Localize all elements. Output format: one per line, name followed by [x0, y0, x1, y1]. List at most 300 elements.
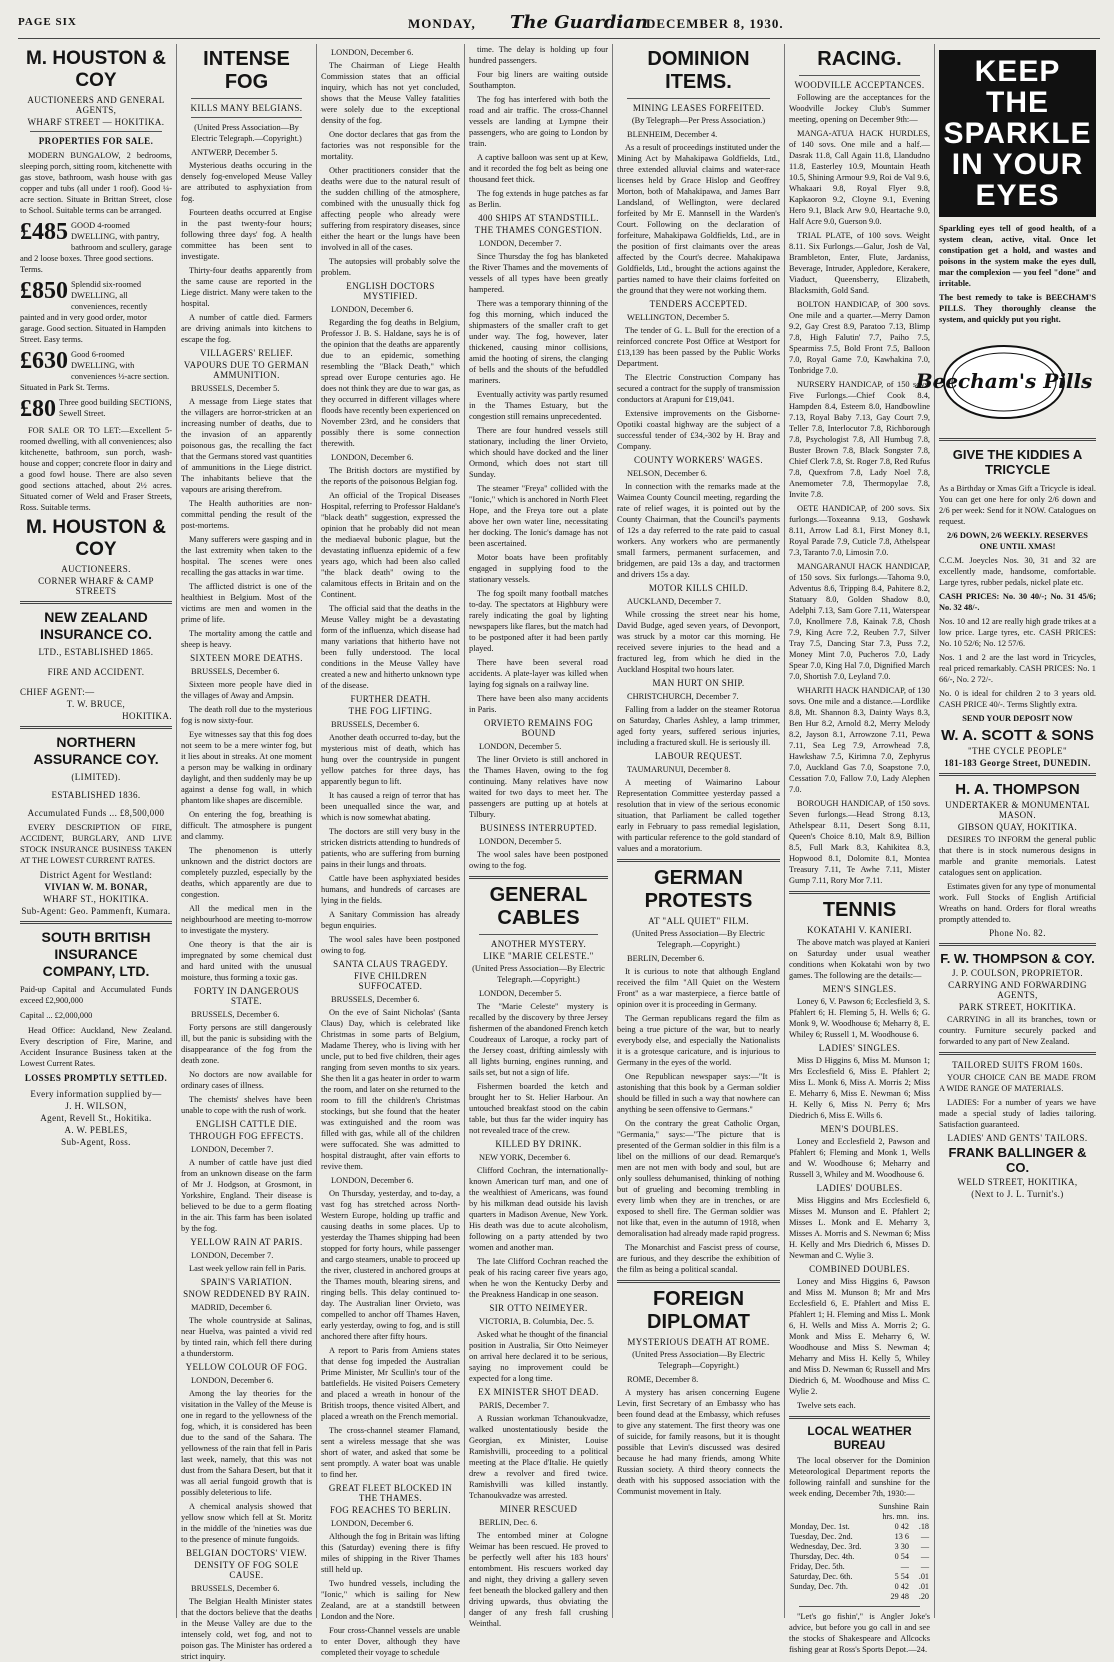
paragraph: Fishermen boarded the ketch and brought her to St. Helier Harbour. An untouched breakfast stood on the cabin table, but thus far the wider inquiry has not revealed trace of the crew. — [469, 1082, 608, 1135]
dateline: AUCKLAND, December 7. — [627, 597, 721, 606]
subheading: MEN'S SINGLES. — [822, 984, 897, 994]
paragraph: On the contrary the great Catholic Organ, "Germania," says:—"The picture that is presented of the German soldier in this film is a libel on the millions of our dead. Remarque's men are not men with body and soul, but are only soulless dehumanised, thinking of nothing but of grueling and becoming trembling in every limb when they are in trenches, or are exposed to shell fire. The German soldier was not like that, even in the autumn of 1918, when demoralisation had already made rapid progress. — [617, 1119, 780, 1238]
subheading: MYSTERIOUS DEATH AT ROME. — [627, 1337, 770, 1347]
scott-subtitle: "THE CYCLE PEOPLE" — [967, 746, 1068, 756]
masthead-day: MONDAY, — [408, 16, 476, 31]
subheading: MEN'S DOUBLES. — [820, 1124, 899, 1134]
tricycle-heading: GIVE THE KIDDIES A TRICYCLE — [952, 447, 1083, 477]
paragraph: Sixteen more people have died in the villages of Away and Ampsin. — [181, 680, 312, 700]
paragraph: The official said that the deaths in the Meuse Valley might be a devastating form of the influenza, which disease had many variations that hitherto have not been fully understood. The local conditions in the Meuse Valley have created a new and hitherto unknown type of the disease. — [321, 604, 460, 690]
houston-subtitle: AUCTIONEERS AND GENERAL AGENTS, — [27, 95, 165, 115]
south-british-subagent: A. W. PEBLES, — [64, 1125, 128, 1135]
property-text: Good 6-roomed DWELLING, with conveniences ½-acre section. Situated in Park St. Terms. — [20, 350, 170, 392]
dateline: NEW YORK, December 6. — [479, 1153, 571, 1162]
subheading: BUSINESS INTERRUPTED. — [480, 823, 597, 833]
subheading: FOG REACHES TO BERLIN. — [330, 1505, 451, 1515]
dateline: BERLIN, December 6. — [627, 954, 705, 963]
tailor-subheading: LADIES' AND GENTS' TAILORS. — [947, 1133, 1088, 1143]
paragraph: The Monarchist and Fascist press of course, are furious, and they describe the exhibition of the film as being a political scandal. — [617, 1243, 780, 1274]
wire-credit: (United Press Association—By Electric Telegraph.—Copyright.) — [472, 964, 605, 984]
table-cell: Rain — [913, 1502, 929, 1511]
paragraph: The local observer for the Dominion Meteorological Department reports the following rainfall and sunshine for the week ending, December 7th, 1930:— — [789, 1456, 930, 1498]
divider — [617, 1280, 780, 1283]
property-listing: MODERN BUNGALOW, 2 bedrooms, sleeping porch, sitting room, kitchenette with gas stove, bathroom, wash house with gas copper and tubs (all under 1 roof). Good ¼-acre section. Situate in Brittan Street, close to School. Suitable terms can be arranged. — [20, 151, 172, 215]
subheading: KILLED BY DRINK. — [495, 1139, 582, 1149]
advert-copy: As a Birthday or Xmas Gift a Tricycle is ideal. You can get one here for only 2/6 down and 2/6 per week: Send for it NOW. Catalogues on request. — [939, 484, 1096, 526]
subheading: SPAIN'S VARIATION. — [200, 1277, 293, 1287]
advert-copy: LADIES: For a number of years we have made a special study of ladies tailoring. Satisfaction guaranteed. — [939, 1098, 1096, 1129]
property-listing — [20, 220, 172, 275]
property-price: £80 — [20, 396, 56, 422]
advert-copy: Sparkling eyes tell of good health, of a system clean, active, vital. Once let constipation get a hold, and wastes and poisons in the system make the eyes dull, mar the complexion — you feel "done" and irritable. — [939, 224, 1096, 288]
subheading: FIVE CHILDREN SUFFOCATED. — [354, 971, 427, 991]
divider — [939, 438, 1096, 441]
paragraph: An official of the Tropical Diseases Hospital, referring to Professor Haldane's "black death" suggestion, expressed the opinion that he probably did not mean the mediaeval bubonic plague, but the devastating influenza epidemic of a few years ago, which had been also called "the black death" owing to the calamitous effects in Britain and on the Continent. — [321, 491, 460, 599]
subheading: AT "ALL QUIET" FILM. — [648, 916, 749, 926]
paragraph: One theory is that the air is impregnated by some chemical dust and hard united with the unusual moisture, thus forming a toxic gas. — [181, 940, 312, 982]
paragraph: A meeting of Waimarino Labour Representation Committee yesterday passed a resolution that in view of the serious economic situation, that Parliament be called together early in February to pass remedial legislation, with particular reference to the gold standard of values and a moratorium. — [617, 778, 780, 853]
paragraph: It is curious to note that although England received the film "All Quiet on the Western Front" as a war masterpiece, a fierce battle of opinion over it is proceeding in Germany. — [617, 967, 780, 1009]
table-cell — [789, 1502, 873, 1512]
nz-insurance-fire: FIRE AND ACCIDENT. — [47, 667, 145, 677]
article-headline: LOCAL WEATHER BUREAU — [807, 1424, 912, 1452]
south-british-capital: Capital ... £2,000,000 — [20, 1011, 93, 1020]
thompson-subtitle: UNDERTAKER & MONUMENTAL MASON. — [945, 800, 1090, 820]
northern-agent-label: District Agent for Westland: — [39, 870, 153, 880]
northern-funds: Accumulated Funds ... £8,500,000 — [27, 808, 165, 818]
table-cell: .18 — [918, 1522, 929, 1531]
scott-address: 181-183 George Street, DUNEDIN. — [944, 758, 1091, 768]
divider — [479, 934, 598, 935]
newspaper-title: The Guardian — [510, 12, 648, 33]
subheading: SIXTEEN MORE DEATHS. — [190, 653, 303, 663]
table-cell: hrs. mn. — [882, 1512, 909, 1521]
paragraph: Miss Higgins and Mrs Ecclesfield 6, Misses M. Munson and E. Pfahlert 2; Misses L. Monk and E. Meharry 3, Misses A. Morris and S. Newman 6; Miss H. Kelly and Mrs Diedrich 6, Misses D. Newman and C. Wylie 3. — [789, 1196, 930, 1260]
subheading: THE THAMES CONGESTION. — [474, 225, 603, 235]
column-fog-continued — [316, 44, 464, 1657]
paragraph: Although the fog in Britain was lifting this (Saturday) evening there is fifty miles of shipping in the River Thames still held up. — [321, 1532, 460, 1574]
dateline: BRUSSELS, December 6. — [191, 1584, 280, 1593]
paragraph: The cross-channel steamer Flamand, sent a wireless message that she was short of water, and asked that some be sent promptly. A water boat was unable to find her. — [321, 1426, 460, 1479]
subheading: YELLOW RAIN AT PARIS. — [190, 1237, 303, 1247]
table-cell: Sunday, Dec. 7th. — [790, 1582, 848, 1591]
table-cell: .01 — [918, 1572, 929, 1581]
dateline: LONDON, December 6. — [331, 305, 414, 314]
paragraph: A report to Paris from Amiens states that dense fog impeded the Australian Prime Minister, Mr Scullin's tour of the battlefields. He visited Poisers Cemetery and placed a wreath in honour of the British troops, thence visited Albert, and placed a wreath on the French memorial. — [321, 1346, 460, 1421]
table-header — [789, 1502, 930, 1512]
paragraph: The Chairman of Liege Health Commission states that an official inquiry, which has not yet concluded, shows that the Meuse Valley fatalities were solely due to the exceptional density of the fog. — [321, 61, 460, 125]
dateline: BRUSSELS, December 5. — [191, 384, 280, 393]
paragraph: The doctors are still very busy in the stricken districts attending to hundreds of patients, who are suffering from burning pains in their lungs and throats. — [321, 827, 460, 869]
advert-copy: Nos. 1 and 2 are the last word in Tricycles, real priced remarkably. CASH PRICES: No. 1 66/-, No. 2 72/-. — [939, 653, 1096, 684]
divider — [20, 921, 172, 924]
property-text: Three good building SECTIONS, Sewell Street. — [59, 398, 172, 418]
ballinger-address: WELD STREET, HOKITIKA, — [957, 1177, 1078, 1187]
table-cell: Thursday, Dec. 4th. — [790, 1552, 855, 1561]
paragraph: No doctors are now available for ordinary cases of illness. — [181, 1070, 312, 1090]
weather-table — [789, 1502, 930, 1602]
northern-agent: VIVIAN W. M. BONAR, — [44, 882, 148, 892]
dateline: TAUMARUNUI, December 8. — [627, 765, 731, 774]
paragraph: While crossing the street near his home, David Budge, aged seven years, of Devonport, was struck by a motor car this morning. He received severe injuries to the head and a fractured leg, from which he died in the Auckland Hospital two hours later. — [617, 610, 780, 674]
article-headline: DOMINION ITEMS. — [647, 48, 750, 93]
divider — [939, 773, 1096, 776]
paragraph: Since Thursday the fog has blanketed the River Thames and the movements of vessels of all types have been greatly hampered. — [469, 252, 608, 294]
nz-insurance-town: HOKITIKA. — [122, 711, 172, 721]
paragraph: A chemical analysis showed that yellow snow which fell at St. Moritz in the middle of the 'nineties was due to the presence of minute fungoids. — [181, 1502, 312, 1544]
property-price: £485 — [20, 219, 68, 245]
paragraph: MANGARANUI HACK HANDICAP, of 150 sovs. Six furlongs.—Tahoma 9.0, Adventus 8.6, Tripping 8.4, Pahitere 8.2, Statuary 8.0, Golden Shadow 8.0, Adelphi 7.13, Sam Gore 7.11, Waterspear 7.0, Knollmere 7.8, Kainak 7.8, Chosh 7.9, King Acre 7.2, Reuben 7.7, Silver Tray 7.5, Dancing Star 7.3, Puss 7.2, Money Mint 7.0, Pucheros 7.0, Lady Spear 7.0, King Hal 7.0, Dignified March 7.0, Shortish 7.0, Leyland 7.0. — [789, 562, 930, 681]
subheading: 400 SHIPS AT STANDSTILL. — [478, 213, 599, 223]
table-total-row — [789, 1592, 930, 1602]
advert-copy: C.C.M. Joeycles Nos. 30, 31 and 32 are excellently made, handsome, comfortable. Large tyres, rubber pedals, nickel plate etc. — [939, 556, 1096, 587]
thompson-phone: Phone No. 82. — [989, 928, 1046, 938]
subheading: FORTY IN DANGEROUS STATE. — [193, 986, 300, 1006]
advert-copy: 2/6 DOWN, 2/6 WEEKLY. RESERVES ONE UNTIL XMAS! — [947, 531, 1088, 551]
advert-copy: Estimates given for any type of monumental work. Full Stocks of English Artificial Wreaths on hand. Orders for floral wreaths promptly attended to. — [939, 882, 1096, 924]
subheading: LADIES' SINGLES. — [818, 1043, 901, 1053]
paragraph: WHARITI HACK HANDICAP, of 130 sovs. One mile and a distance.—Lordlike 8.8, Mt. Shannon 8.3, Dainty Ways 8.3, Ben Hur 8.2, Arnold 8.2, Merry Melody 8.2, Jayson 8.1, Arrowzone 7.11, Pewa 7.11, Sea Leg 7.9, Arrowhead 7.8, Hawkshaw 7.5, Kirimna 7.0, Zephyrus 7.0, Auckland Gas 7.0, Soapstone 7.0, Cessation 7.0, Fallow 7.0, Lady Alephen 7.0. — [789, 686, 930, 794]
dateline: LONDON, December 6. — [331, 48, 414, 57]
dateline: LONDON, December 5. — [479, 989, 562, 998]
paragraph: Clifford Cochran, the internationally-known American turf man, and one of the wealthiest of Americans, was found by his milkman dead outside his lavish quarters in Madison Avenue, New York. His death was due to acute alcoholism, following on a party attended by two women and another man. — [469, 1166, 608, 1252]
subheading: COUNTY WORKERS' WAGES. — [633, 455, 763, 465]
table-cell: — — [920, 1552, 929, 1561]
article-headline: GENERAL CABLES — [489, 884, 588, 929]
article-headline: TENNIS — [822, 899, 897, 921]
paragraph: The German republicans regard the film as being a true picture of the war, but to nearly everybody else, and especially the Nationalists it is a grotesque caricature, and is injurious to Germany in the eyes of the world. — [617, 1014, 780, 1067]
advert-copy: CASH PRICES: No. 30 40/-; No. 31 45/6; No. 32 48/-. — [939, 592, 1096, 612]
table-cell: — — [920, 1532, 929, 1541]
properties-heading: PROPERTIES FOR SALE. — [38, 136, 154, 146]
south-british-agent: J. H. WILSON, — [65, 1101, 127, 1111]
paragraph: Mysterious deaths occuring in the densely fog-enveloped Meuse Valley are attributed to asphyxiation from fog. — [181, 161, 312, 203]
table-row — [789, 1582, 930, 1592]
table-cell: 3 30 — [894, 1542, 909, 1551]
paragraph: There have been several road accidents. A plate-layer was killed when laying fog signals on a railway line. — [469, 658, 608, 689]
column-intense-fog — [176, 44, 316, 1661]
subheading: MINER RESCUED — [499, 1504, 578, 1514]
thompson-address: GIBSON QUAY, HOKITIKA. — [957, 822, 1078, 832]
nz-insurance-chief-label: CHIEF AGENT:— — [20, 687, 95, 697]
subheading: FURTHER DEATH. — [350, 694, 431, 704]
divider — [939, 943, 1096, 946]
paragraph: Loney and Miss Higgins 6, Pawson and Miss M. Munson 8; Mr and Mrs Ecclesfield 6, E. Pfahlert and Miss E. Pfahlert 1; H. Fleming and Miss L. Monk 6, H. Wells and Miss A. Morris 2; G. Monk and Miss E. Meharry 6, W. Woodhouse and Miss S. Newman 4; Meharry and Miss H. Kelly 5, Whiley and Miss D. Newman 6; Russell and Mrs Diedrich 6, M. Woodhouse and Miss C. Wylie 2. — [789, 1277, 930, 1396]
dateline: LONDON, December 5. — [479, 742, 562, 751]
nz-insurance-heading: NEW ZEALAND INSURANCE CO. — [39, 609, 152, 642]
divider — [789, 1416, 930, 1419]
dateline: ROME, December 8. — [627, 1375, 699, 1384]
subheading: MAN HURT ON SHIP. — [652, 678, 745, 688]
subheading: WOODVILLE ACCEPTANCES. — [794, 80, 925, 90]
paragraph: A Sanitary Commission has already begun enquiries. — [321, 910, 460, 930]
property-text: GOOD 4-roomed DWELLING, with pantry, bathroom and scullery, garage and 2 loose boxes. Three good sections. Terms. — [20, 221, 172, 274]
fw-thompson-heading: F. W. THOMPSON & COY. — [940, 951, 1095, 966]
paragraph: The afflicted district is one of the healthiest in Belgium. Most of the victims are men and women in the prime of life. — [181, 582, 312, 624]
houston-subtitle-2: AUCTIONEERS. — [61, 564, 131, 574]
table-cell: Friday, Dec. 5th. — [790, 1562, 845, 1571]
divider — [799, 75, 920, 76]
subheading: EX MINISTER SHOT DEAD. — [478, 1387, 599, 1397]
masthead — [18, 12, 1100, 39]
table-cell: Tuesday, Dec. 2nd. — [790, 1532, 853, 1541]
advert-copy: The best remedy to take is BEECHAM'S PILLS. They thoroughly cleanse the system, and quickly put you right. — [939, 293, 1096, 324]
paragraph: Following are the acceptances for the Woodville Jockey Club's Summer meeting, opening on December 9th:— — [789, 93, 930, 124]
column-dominion-items — [612, 44, 784, 1618]
property-listing — [20, 279, 172, 345]
column-advertisements-left — [16, 44, 176, 1618]
subheading: LABOUR REQUEST. — [654, 751, 743, 761]
table-cell — [789, 1592, 873, 1602]
dateline: LONDON, December 7. — [191, 1251, 274, 1260]
paragraph: The mortality among the cattle and sheep is heavy. — [181, 629, 312, 649]
paragraph: The autopsies will probably solve the problem. — [321, 257, 460, 277]
subheading: VILLAGERS' RELIEF. — [199, 348, 294, 358]
table-cell: 13 6 — [894, 1532, 909, 1541]
paragraph: There have been also many accidents in Paris. — [469, 694, 608, 714]
advert-copy: CARRYING in all its branches, town or country. Furniture securely packed and forwarded to any part of New Zealand. — [939, 1015, 1096, 1046]
paragraph: One doctor declares that gas from the factories was not responsible for the mortality. — [321, 130, 460, 161]
fw-thompson-subtitle: CARRYING AND FORWARDING AGENTS, — [948, 980, 1087, 1000]
advert-copy: Nos. 10 and 12 are really high grade trikes at a low price. Large tyres, etc. CASH PRICES: No. 10 52/6; No. 12 57/6. — [939, 617, 1096, 648]
paragraph: time. The delay is holding up four hundred passengers. — [469, 45, 608, 65]
dateline: BRUSSELS, December 6. — [191, 667, 280, 676]
nz-insurance-established: LTD., ESTABLISHED 1865. — [38, 647, 154, 657]
paragraph: BOLTON HANDICAP, of 300 sovs. One mile and a quarter.—Merry Damon 9.2, Gay Crest 8.9, Paratoo 7.13, Blimp 7.8, High Falutin' 7.7, Paiho 7.5, Spearmiss 7.5, Bold Front 7.5, Balloon 7.0, Royal Game 7.0, Kawhakina 7.0, Tonbridge 7.0. — [789, 300, 930, 375]
houston-heading-2: M. HOUSTON & COY — [25, 517, 167, 560]
subheading: GREAT FLEET BLOCKED IN THE THAMES. — [328, 1483, 453, 1503]
paragraph: It has caused a reign of terror that has been unequalled since the war, and which is now somewhat abating. — [321, 791, 460, 822]
property-text: Splendid six-roomed DWELLING, all conveniences, recently painted and in very good order, motor garage. Good section. Situated in Hampden Street. Easy terms. — [20, 280, 166, 344]
south-british-subagent-address: Sub-Agent, Ross. — [61, 1137, 131, 1147]
table-row — [789, 1572, 930, 1582]
dateline: BERLIN, Dec. 6. — [479, 1518, 538, 1527]
paragraph: The Electric Construction Company has secured a contract for the supply of transmission conductors at Arapuni for £19,041. — [617, 373, 780, 404]
column-racing-tennis-weather — [784, 44, 934, 1654]
fw-thompson-address: PARK STREET, HOKITIKA. — [958, 1002, 1077, 1012]
dateline: LONDON, December 6. — [331, 1519, 414, 1528]
dateline: PARIS, December 7. — [479, 1401, 549, 1410]
divider — [191, 117, 302, 118]
paragraph: Cattle have been asphyxiated besides humans, and hundreds of carcases are lying in the fields. — [321, 874, 460, 905]
houston-heading: M. HOUSTON & COY — [25, 48, 167, 91]
article-headline: FOREIGN DIPLOMAT — [647, 1288, 750, 1333]
wire-credit: (United Press Association—By Electric Telegraph.—Copyright.) — [632, 929, 765, 949]
beechams-advert — [939, 50, 1096, 217]
subheading: THROUGH FOG EFFECTS. — [189, 1131, 304, 1141]
fw-thompson-proprietor: J. P. COULSON, PROPRIETOR. — [951, 968, 1083, 978]
south-british-body: Head Office: Auckland, New Zealand. Every description of Fire, Marine, and Accident Insurance Business taken at the Lowest Current Rates. — [20, 1026, 172, 1068]
paragraph: Other practitioners consider that the deaths were due to the natural result of the sudden chilling of the atmosphere, combined with the unusually thick fog affecting people who already were suffering from respiratory diseases, since either the heart or the lungs have been involved in all of the cases. — [321, 166, 460, 252]
paragraph: Falling from a ladder on the steamer Rotorua on Saturday, Charles Ashley, a lamp trimmer, aged forty years, suffered serious injuries, including a fractured skull. He is seriously ill. — [617, 705, 780, 747]
houston-address-2: CORNER WHARF & CAMP STREETS — [38, 576, 154, 596]
subheading: ENGLISH CATTLE DIE. — [195, 1119, 298, 1129]
paragraph: On entering the fog, breathing is difficult. The atmosphere is pungent and clammy. — [181, 810, 312, 841]
houston-address: WHARF STREET — HOKITIKA. — [27, 117, 165, 127]
paragraph: A Russian workman Tchanoukvadze, walked unostentatiously beside the Georgian, ex Minister, Louise Ramishvilli, proceeding to a political meeting at the Place d'Italie. He quietly drew a revolver and fired twice. Ramishvilli was killed instantly. Tchanoukvadze was arrested. — [469, 1414, 608, 1500]
paragraph: The wool sales have been postponed owing to fog. — [321, 935, 460, 955]
paragraph: Regarding the fog deaths in Belgium, Professor J. B. S. Haldane, says he is of the opinion that the deaths are apparently due to an epidemic, something resembling the "Black Death," which spread over Europe centuries ago. He does not think they are due to war gas, as they occurred in different villages where floods have recently been experienced on November 23rd, and he considers that possibly there is some connection therewith. — [321, 318, 460, 448]
paragraph: Another death occurred to-day, but the mysterious mist of death, which has hung over the countryside in pungent yellow patches for three days, has apparently begun to lift. — [321, 733, 460, 786]
paragraph: "Let's go fishin'," is Angler Joke's advice, but before you go call in and see the stocks of Shakespeare and Allcocks fishing gear at Ross's Sports Depot.—24. — [789, 1612, 930, 1654]
property-listing: FOR SALE OR TO LET:—Excellent 5-roomed dwelling, with all conveniences; also kitchenette, bathroom, sun porch, wash-house and copper; concrete floor in dairy and a good fowl house. There are also seven good sections attached, about 2½ acres. Situated corner of Weld and Fraser Streets, Ross. Suitable terms. — [20, 426, 172, 512]
paragraph: BOROUGH HANDICAP, of 150 sovs. Seven furlongs.—Head Strong 8.13, Athelspear 8.11, Desert Song 8.11, Queen's Choice 8.10, Malt 8.9, Billion 8.5, Full Mark 8.3, Kahikitea 8.3, Hopwood 8.1, Dolomite 8.1, Montea Treasury 7.11, Te Awhe 7.11, Mister Gump 7.11, Rory Mor 7.11. — [789, 799, 930, 885]
divider — [799, 1606, 920, 1607]
northern-assurance-heading: NORTHERN ASSURANCE COY. — [33, 734, 159, 767]
subheading: SIR OTTO NEIMEYER. — [489, 1303, 588, 1313]
ballinger-location: (Next to J. L. Turnit's.) — [971, 1189, 1064, 1199]
paragraph: Thirty-four deaths apparently from the same cause are reported in the Liege district. Many were taken to the hospital. — [181, 266, 312, 308]
dateline: MADRID, December 6. — [191, 1303, 272, 1312]
ballinger-heading: FRANK BALLINGER & CO. — [948, 1145, 1087, 1175]
tailor-heading: TAILORED SUITS FROM 160s. — [952, 1060, 1083, 1070]
table-cell: Monday, Dec. 1st. — [790, 1522, 850, 1531]
table-cell: Sunshine — [878, 1502, 909, 1511]
northern-established: ESTABLISHED 1836. — [51, 790, 141, 800]
paragraph: Asked what he thought of the financial position in Australia, Sir Otto Neimeyer on arrival here declared it to be serious, saying no improvement could be expected for a long time. — [469, 1330, 608, 1383]
table-cell: — — [900, 1562, 909, 1571]
paragraph: The wool sales have been postponed owing to the fog. — [469, 850, 608, 870]
paragraph: Twelve sets each. — [797, 1401, 856, 1410]
paragraph: Four cross-Channel vessels are unable to enter Dover, although they have completed their voyage to schedule — [321, 1626, 460, 1657]
property-price: £850 — [20, 278, 68, 304]
divider — [30, 131, 162, 132]
paragraph: A message from Liege states that the villagers are horror-stricken at an increasing number of deaths, due to the invasion of an apparently poisonous gas, the recalling the fact that the Germans stored vast quantities of ammunitions in the Liege district. The inhabitants believe that the vapours are arising therefrom. — [181, 397, 312, 494]
table-row — [789, 1552, 930, 1562]
south-british-funds: Paid-up Capital and Accumulated Funds exceed £2,900,000 — [20, 985, 172, 1005]
article-headline: GERMAN PROTESTS — [644, 867, 753, 912]
page-number: PAGE SIX — [18, 16, 77, 28]
table-cell: 5 54 — [894, 1572, 909, 1581]
pill-box-icon — [915, 334, 1093, 422]
dateline: LONDON, December 6. — [331, 1176, 414, 1185]
paragraph: The fog extends in huge patches as far as Berlin. — [469, 189, 608, 209]
column-thames-and-cables — [464, 44, 612, 1628]
paragraph: The above match was played at Kanieri on Saturday under usual weather conditions when Kokatahi won by two games. The following are the details:— — [789, 938, 930, 980]
table-row — [789, 1532, 930, 1542]
scott-heading: W. A. SCOTT & SONS — [941, 727, 1094, 744]
paragraph: The "Marie Celeste" mystery is recalled by the discovery by three Jersey fishermen of the abandoned French ketch Coudreaux of Laroque, a rocky part of the Jersey coast, drifting aimlessly with all lights burning, engines running, and sails set, but not a sign of life. — [469, 1002, 608, 1077]
table-row — [789, 1562, 930, 1572]
paragraph: The chemists' shelves have been unable to cope with the rush of work. — [181, 1095, 312, 1115]
paragraph: Many sufferers were gasping and in the last extremity when taken to the hospital. The scenes were ones recalling the gas attacks in war time. — [181, 535, 312, 577]
table-cell: — — [920, 1562, 929, 1571]
divider — [617, 859, 780, 862]
subheading: BELGIAN DOCTORS' VIEW. — [185, 1548, 307, 1558]
paragraph: Loney 6, V. Pawson 6; Ecclesfield 3, S. Pfahlert 6; H. Fleming 5, H. Wells 6; G. Monk 9, W. Woodhouse 6; Meharry 8, E. Whiley 6; Russell 1, M. Woodhouse 6. — [789, 997, 930, 1039]
paragraph: There are four hundred vessels still stationary, including the liner Orvieto, which should have docked and the liner Ormond, which does not start till Sunday. — [469, 426, 608, 479]
wire-credit: (By Telegraph—Per Press Association.) — [631, 116, 766, 125]
paragraph: Loney and Ecclesfield 2, Pawson and Pfahlert 6; Fleming and Monk 1, Wells and W. Woodhouse 6; Meharry and Russell 3, Whiley and M. Woodhouse 6. — [789, 1137, 930, 1179]
subheading: VAPOURS DUE TO GERMAN AMMUNITION. — [183, 360, 310, 380]
paragraph: Miss D Higgins 6, Miss M. Munson 1; Mrs Ecclesfield 6, Miss E. Pfahlert 2; Miss L. Monk 6, Miss A. Morris 2; Miss E. Meharry 6, Miss E. Newman 6; Miss H. Kelly 6, Miss N. Perry 6; Mrs Diedrich 6, Miss E. Wills 6. — [789, 1056, 930, 1120]
table-cell: Wednesday, Dec. 3rd. — [790, 1542, 862, 1551]
paragraph: As a result of proceedings instituted under the Mining Act by Mahakipawa Goldfields, Ltd., three extended alluvial claims and water-race licenses held by Grace Hislop and Geoffrey Morton, both of Mahakipawa, and James Barr Landsland, of Wellington, were declared forfeited by Mr E. Mannsell in the Warden's Court. Following on the declaration of forfeiture, Mahakipawa Goldfields, Ltd., are in the position of first claimants over the areas affected by the Court's decree. Mahakipawa Goldfields, Ltd., brought the actions against the parties named to have their claims forfeited on the ground that they were not working them. — [617, 143, 780, 295]
paragraph: The phenomenon is utterly unknown and the district doctors are completely puzzled, especially by the deaths, which apparently are due to congestion. — [181, 846, 312, 899]
paragraph: The entombed miner at Cologne Weimar has been rescued. He proved to be perfectly well after his 183 hours' entombment. His rescuers worked day and night, they driving a gallery seven feet beneath the blocked gallery and then driving upwards, thus obviating the danger of any fresh fall crushing Weinthal. — [469, 1531, 608, 1628]
property-price: £630 — [20, 348, 68, 374]
divider — [20, 726, 172, 729]
table-cell: .01 — [918, 1582, 929, 1591]
paragraph: On Thursday, yesterday, and to-day, a vast fog has stretched across North-Western Europe, holding up traffic and causing deaths in some places. Up to yesterday the Thames shipping had been stopped for forty hours, while passenger and cargo steamers, unable to proceed up the river, clustered in anchored groups at the Thames mouth, blearing sirens, and ringing bells. This delay continued to-day. The Australian liner Orvieto, was compelled to anchor off Thames Haven, early yesterday, owing to fog, and is still anchored there after fifty hours. — [321, 1189, 460, 1341]
paragraph: The fog spoilt many football matches to-day. The spectators at Highbury were rarely indicating the goal by lighting newspapers like flares, but the match had to be postponed after it had been partly played. — [469, 589, 608, 653]
paragraph: A number of cattle died. Farmers are driving animals into kitchens to escape the fog. — [181, 313, 312, 344]
divider — [469, 876, 608, 879]
advert-headline: KEEP THE SPARKLE IN YOUR EYES — [943, 55, 1092, 212]
property-listing — [20, 349, 172, 393]
subheading: ORVIETO REMAINS FOG BOUND — [483, 718, 594, 738]
wire-credit: (United Press Association—By Electric Telegraph—Copyright.) — [632, 1350, 765, 1370]
table-header — [789, 1512, 930, 1522]
table-cell: 0 42 — [894, 1522, 909, 1531]
divider — [939, 1052, 1096, 1055]
paragraph: Eventually activity was partly resumed in the Thames Estuary, but the congestion still remains unprecedented. — [469, 390, 608, 421]
divider — [789, 891, 930, 894]
paragraph: Last week yellow rain fell in Paris. — [189, 1264, 306, 1273]
dateline: LONDON, December 6. — [331, 453, 414, 462]
dateline: LONDON, December 7. — [479, 239, 562, 248]
paragraph: Four big liners are waiting outside Southampton. — [469, 70, 608, 90]
paragraph: Forty persons are still dangerously ill, but the panic is subsiding with the disappearance of the fog from the death zone. — [181, 1023, 312, 1065]
south-british-losses: LOSSES PROMPTLY SETTLED. — [24, 1073, 168, 1083]
subheading: KOKATAHI V. KANIERI. — [807, 925, 912, 935]
northern-body: EVERY DESCRIPTION OF FIRE, ACCIDENT, BURGLARY, AND LIVE STOCK INSURANCE BUSINESS TAKEN AT THE LOWEST CURRENT RATES. — [20, 823, 172, 865]
paragraph: Fourteen deaths occurred at Engise in the past twenty-four hours; following three days' fog. A health committee has been sent to investigate. — [181, 208, 312, 261]
dateline: LONDON, December 7. — [191, 1145, 274, 1154]
advert-copy: DESIRES TO INFORM the general public that there is in stock numerous designs in marble and granite memorials. Latest catalogues sent on application. — [939, 835, 1096, 877]
wire-credit: (United Press Association—By Electric Telegraph.—Copyright.) — [191, 123, 302, 143]
advert-copy: YOUR CHOICE CAN BE MADE FROM A WIDE RANGE OF MATERIALS. — [939, 1073, 1096, 1093]
paragraph: NURSERY HANDICAP, of 150 sovs. Five Furlongs.—Chief Cook 8.4, Hampden 8.4, Esteem 8.0, Handbowline 7.13, Royal Baby 7.13, Gay Court 7.9, Teller 7.8, Interlocutor 7.8, Richborough 7.8, Psychologist 7.8, All Humbug 7.8, Buster Brown 7.8, Black Songster 7.8, Chief Clerk 7.8, St. Roger 7.8, Red Rufus 7.8, Quexfrom 7.8, Lady Noel 7.8, Anemometer 7.8, Thermopylae 7.8, Invite 7.8. — [789, 380, 930, 499]
south-british-info: Every information supplied by— — [30, 1089, 162, 1099]
advert-copy: SEND YOUR DEPOSIT NOW — [962, 714, 1073, 723]
paragraph: The steamer "Freya" collided with the "Ionic," which is anchored in North Fleet Hope, and the Freya tore out a plate above her own water line, necessitating her docking. The Ionic's damage has not been ascertained. — [469, 484, 608, 548]
thompson-heading: H. A. THOMPSON — [955, 781, 1080, 798]
subheading: THE FOG LIFTING. — [348, 706, 433, 716]
paragraph: In connection with the remarks made at the Waimea County Council meeting, regarding the rate of relief wages, it is pointed out by the County Chairman, that the Council's payments of 12s a day referred to the rate paid to casual workers. Any workers who are permanently small farmers, permanent surfacemen, and bridgemen, are paid 13s a day, and tractormen and drivers 15s a day. — [617, 482, 780, 579]
table-cell: 0 42 — [894, 1582, 909, 1591]
table-cell: .20 — [918, 1592, 929, 1601]
paragraph: Extensive improvements on the Gisborne-Opotiki coastal highway are the subject of a successful tender of £34,-302 by H. Bray and Company. — [617, 409, 780, 451]
dateline: BLENHEIM, December 4. — [627, 130, 718, 139]
divider — [20, 601, 172, 604]
paragraph: Eye witnesses say that this fog does not seem to be a mere winter fog, but it lies about in streaks. At one moment a person may be walking in ordinary daylight, and then suddenly may be up against a dense fog wall, in which phantom like shapes are discernible. — [181, 730, 312, 805]
subheading: YELLOW COLOUR OF FOG. — [185, 1362, 308, 1372]
nz-insurance-agent: T. W. BRUCE, — [66, 699, 126, 709]
divider — [191, 98, 302, 99]
south-british-agent-address: Agent, Revell St., Hokitika. — [40, 1113, 152, 1123]
masthead-date: DECEMBER 8, 1930. — [646, 16, 784, 31]
article-subheading: KILLS MANY BELGIANS. — [190, 103, 303, 113]
paragraph: The liner Orvieto is still anchored in the Thames Haven, owing to the fog continuing. Many relatives have now waited for two days to meet her. The passengers are putting up at hotels at Tilbury. — [469, 755, 608, 819]
subheading: ANOTHER MYSTERY. — [490, 939, 587, 949]
paragraph: On the eve of Saint Nicholas' (Santa Claus) Day, which is celebrated like Christmas in some parts of Belgium, Madame Therey, who is living with her uncle, put to bed five children, their ages ranging from seven months to six years. She then lit a gas heater in order to warm the room, and later on she returned to the room to fill the children's Christmas stockings, but she found that the heater was extinguished and the room was filled with gas, while all of the children were suffocated. She was admitted to hospital distraught, after vain efforts to revive them. — [321, 1008, 460, 1171]
table-row — [789, 1542, 930, 1552]
northern-limited: (LIMITED). — [71, 772, 121, 782]
subheading: SANTA CLAUS TRAGEDY. — [333, 959, 448, 969]
paragraph: The fog has interfered with both the road and air traffic. The cross-Channel vessels are landing at Lympne their passengers, who are going to London by train. — [469, 95, 608, 148]
table-cell — [789, 1512, 873, 1522]
paragraph: Among the lay theories for the visitation in the Valley of the Meuse is one in regard to the yellowness of the fog, which, it is considered has been due to the sand of the Sahara. The yellowness of the rain that fell in Paris last week, namely, that this was not dust from the Sahara Desert, but that it was all aerial fungoid growth that is possibly deleterious to life. — [181, 1389, 312, 1497]
table-cell: 29 48 — [890, 1592, 909, 1601]
dateline: BRUSSELS, December 6. — [331, 720, 420, 729]
table-row — [789, 1522, 930, 1532]
paragraph: The tender of G. L. Bull for the erection of a reinforced concrete Post Office at Westport for £13,139 has been passed by the Public Works Department. — [617, 326, 780, 368]
paragraph: The Belgian Health Minister states that the doctors believe that the deaths in the Meuse Valley are due to the intensely cold, wet fog, and not to poison gas. The Minister has ordered a strict inquiry. — [181, 1597, 312, 1661]
paragraph: OETE HANDICAP, of 200 sovs. Six furlongs.—Toxeanna 9.13, Goshawk 8.11, Arrow Lad 8.1, First Money 8.1, Royal Parade 7.9, Cuticle 7.8, Athelspear 7.3, Taranto 7.0, Limosin 7.0. — [789, 504, 930, 557]
dateline: CHRISTCHURCH, December 7. — [627, 692, 739, 701]
paragraph: A mystery has arisen concerning Eugene Levin, first Secretary of an Embassy who has been found dead at the Embassy, which refuses to give any statement. The first theory was one of suicide, for family reasons, but it is thought possible that Levin's discussed was desired because he had many friends, among White Russian society. A third theory connects the death with his supposed association with the Communist movement in Italy. — [617, 1388, 780, 1496]
